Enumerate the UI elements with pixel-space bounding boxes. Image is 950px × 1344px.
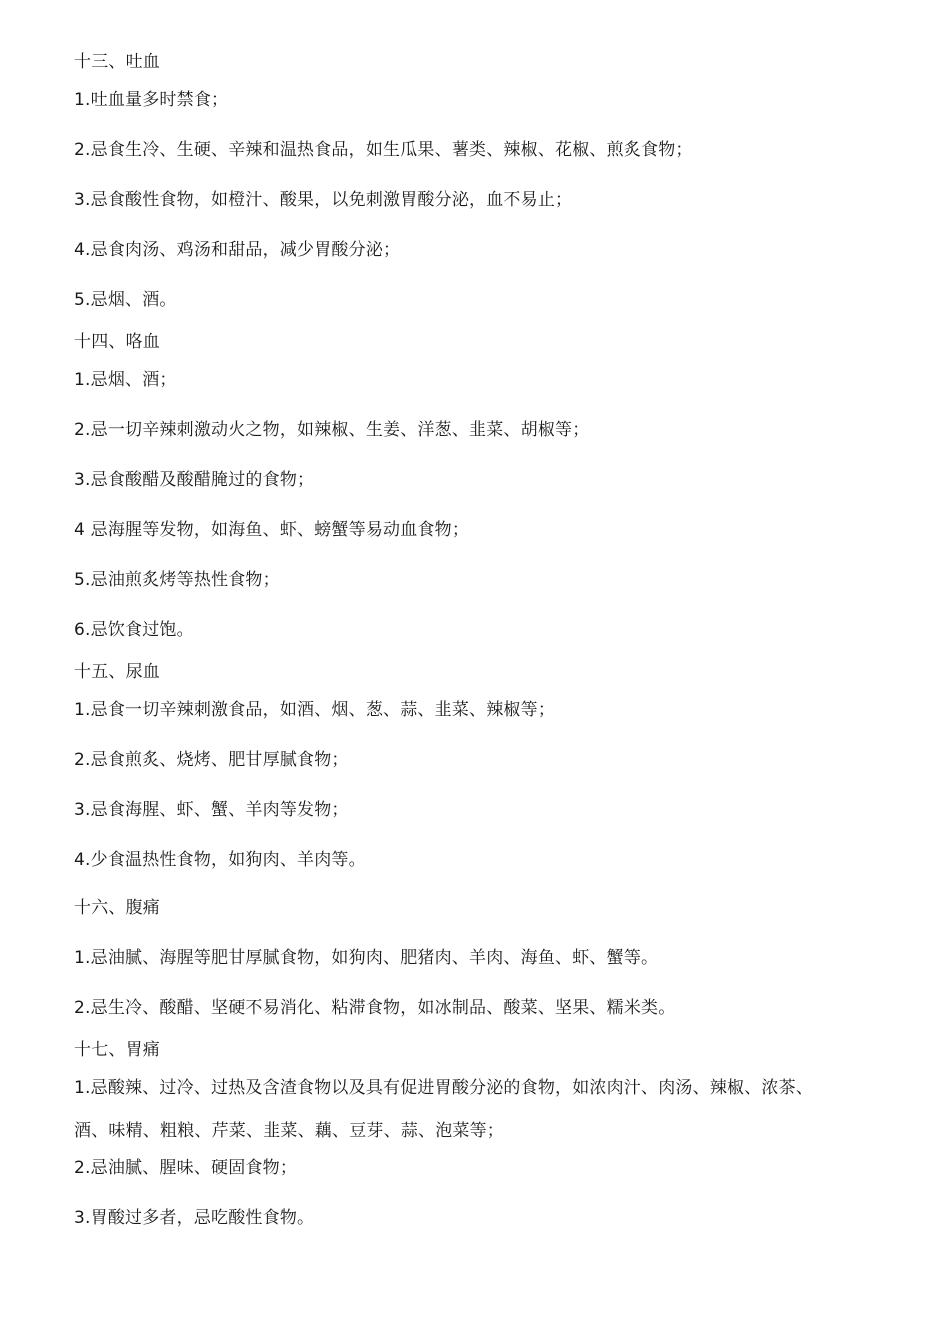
list-item: 2.忌食煎炙、烧烤、肥甘厚腻食物； bbox=[74, 750, 349, 770]
list-item: 2.忌一切辛辣刺激动火之物，如辣椒、生姜、洋葱、韭菜、胡椒等； bbox=[74, 420, 590, 440]
list-item: 1.忌酸辣、过冷、过热及含渣食物以及具有促进胃酸分泌的食物，如浓肉汁、肉汤、辣椒、浓茶、 bbox=[74, 1078, 814, 1098]
section-heading: 十七、胃痛 bbox=[74, 1040, 160, 1060]
list-item: 1.忌食一切辛辣刺激食品，如酒、烟、葱、蒜、韭菜、辣椒等； bbox=[74, 700, 556, 720]
list-item: 6.忌饮食过饱。 bbox=[74, 620, 194, 640]
list-item: 2.忌食生冷、生硬、辛辣和温热食品，如生瓜果、薯类、辣椒、花椒、煎炙食物； bbox=[74, 140, 693, 160]
list-item-continuation: 酒、味精、粗粮、芹菜、韭菜、藕、豆芽、蒜、泡菜等； bbox=[74, 1121, 504, 1141]
section-heading: 十四、咯血 bbox=[74, 332, 160, 352]
list-item: 3.胃酸过多者，忌吃酸性食物。 bbox=[74, 1208, 315, 1228]
list-item: 3.忌食酸醋及酸醋腌过的食物； bbox=[74, 470, 315, 490]
section-heading: 十五、尿血 bbox=[74, 662, 160, 682]
list-item: 1.忌油腻、海腥等肥甘厚腻食物，如狗肉、肥猪肉、羊肉、海鱼、虾、蟹等。 bbox=[74, 948, 659, 968]
list-item: 4.忌食肉汤、鸡汤和甜品，减少胃酸分泌； bbox=[74, 240, 401, 260]
list-item: 1.忌烟、酒； bbox=[74, 370, 177, 390]
list-item: 4.少食温热性食物，如狗肉、羊肉等。 bbox=[74, 850, 366, 870]
list-item: 4 忌海腥等发物，如海鱼、虾、螃蟹等易动血食物； bbox=[74, 520, 470, 540]
list-item: 1.吐血量多时禁食； bbox=[74, 90, 229, 110]
list-item: 2.忌油腻、腥味、硬固食物； bbox=[74, 1158, 298, 1178]
list-item: 2.忌生冷、酸醋、坚硬不易消化、粘滞食物，如冰制品、酸菜、坚果、糯米类。 bbox=[74, 998, 676, 1018]
list-item: 5.忌油煎炙烤等热性食物； bbox=[74, 570, 280, 590]
list-item: 3.忌食酸性食物，如橙汁、酸果，以免刺激胃酸分泌，血不易止； bbox=[74, 190, 573, 210]
section-heading: 十三、吐血 bbox=[74, 52, 160, 72]
list-item: 3.忌食海腥、虾、蟹、羊肉等发物； bbox=[74, 800, 349, 820]
section-heading: 十六、腹痛 bbox=[74, 898, 160, 918]
list-item: 5.忌烟、酒。 bbox=[74, 290, 177, 310]
